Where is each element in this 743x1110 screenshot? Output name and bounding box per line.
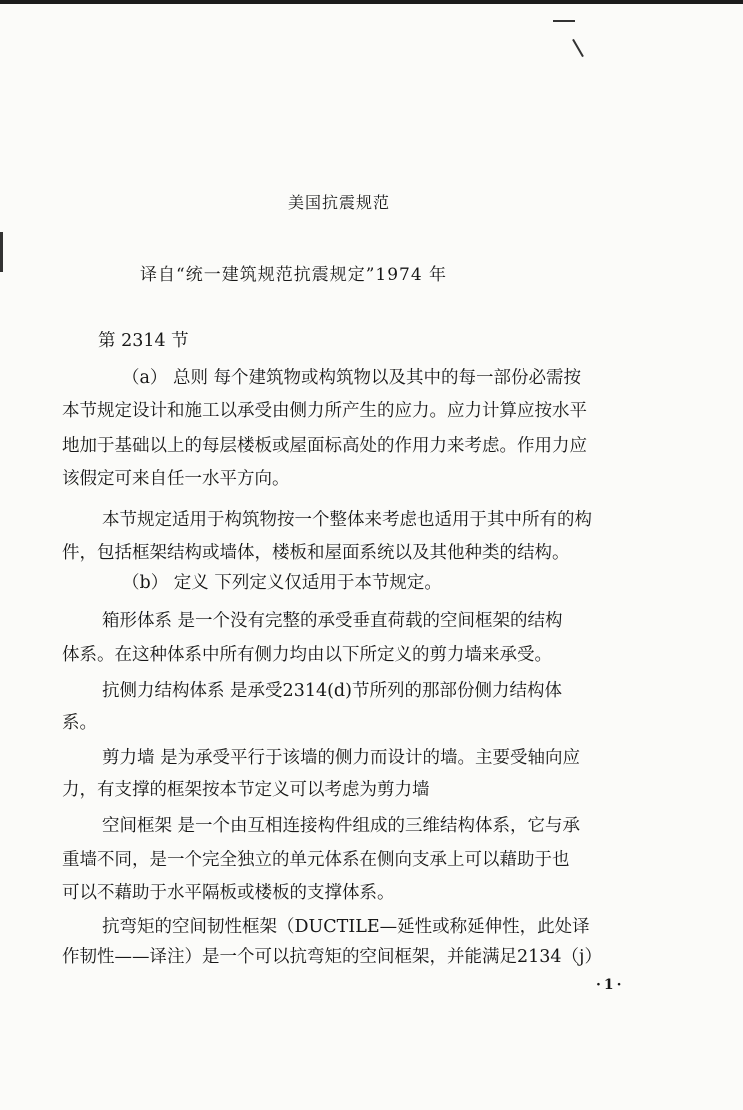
page-number: ·1· bbox=[596, 977, 625, 993]
text-line: （a） 总则 每个建筑物或构筑物以及其中的每一部份必需按 bbox=[122, 368, 582, 388]
scan-mark bbox=[0, 232, 3, 272]
text-line: 力，有支撑的框架按本节定义可以考虑为剪力墙 bbox=[62, 780, 430, 800]
text-line: 作韧性——译注）是一个可以抗弯矩的空间框架，并能满足2134（j） bbox=[62, 947, 602, 967]
section-heading: 第 2314 节 bbox=[98, 331, 189, 351]
page-subtitle: 译自“统一建筑规范抗震规定”1974 年 bbox=[140, 265, 448, 285]
text-line: 可以不藉助于水平隔板或楼板的支撑体系。 bbox=[62, 883, 395, 903]
text-line: 体系。在这种体系中所有侧力均由以下所定义的剪力墙来承受。 bbox=[62, 645, 552, 665]
text-line: 剪力墙 是为承受平行于该墙的侧力而设计的墙。主要受轴向应 bbox=[102, 748, 581, 768]
scan-mark bbox=[572, 39, 584, 57]
text-line: （b） 定义 下列定义仅适用于本节规定。 bbox=[122, 573, 442, 593]
text-line: 抗侧力结构体系 是承受2314(d)节所列的那部份侧力结构体 bbox=[102, 681, 562, 701]
text-line: 重墙不同，是一个完全独立的单元体系在侧向支承上可以藉助于也 bbox=[62, 850, 570, 870]
text-line: 箱形体系 是一个没有完整的承受垂直荷载的空间框架的结构 bbox=[102, 611, 563, 631]
text-line: 空间框架 是一个由互相连接构件组成的三维结构体系，它与承 bbox=[102, 816, 581, 836]
scan-top-border bbox=[0, 0, 743, 4]
text-line: 件，包括框架结构或墙体，楼板和屋面系统以及其他种类的结构。 bbox=[62, 543, 570, 563]
text-line: 该假定可来自任一水平方向。 bbox=[62, 469, 290, 489]
page-title: 美国抗震规范 bbox=[288, 193, 391, 212]
text-line: 本节规定设计和施工以承受由侧力所产生的应力。应力计算应按水平 bbox=[62, 401, 587, 421]
text-line: 本节规定适用于构筑物按一个整体来考虑也适用于其中所有的构 bbox=[102, 510, 592, 530]
text-line: 地加于基础以上的每层楼板或屋面标高处的作用力来考虑。作用力应 bbox=[62, 436, 587, 456]
text-line: 系。 bbox=[62, 713, 97, 733]
scan-mark bbox=[553, 20, 575, 22]
text-line: 抗弯矩的空间韧性框架（DUCTILE—延性或称延伸性，此处译 bbox=[102, 917, 590, 937]
